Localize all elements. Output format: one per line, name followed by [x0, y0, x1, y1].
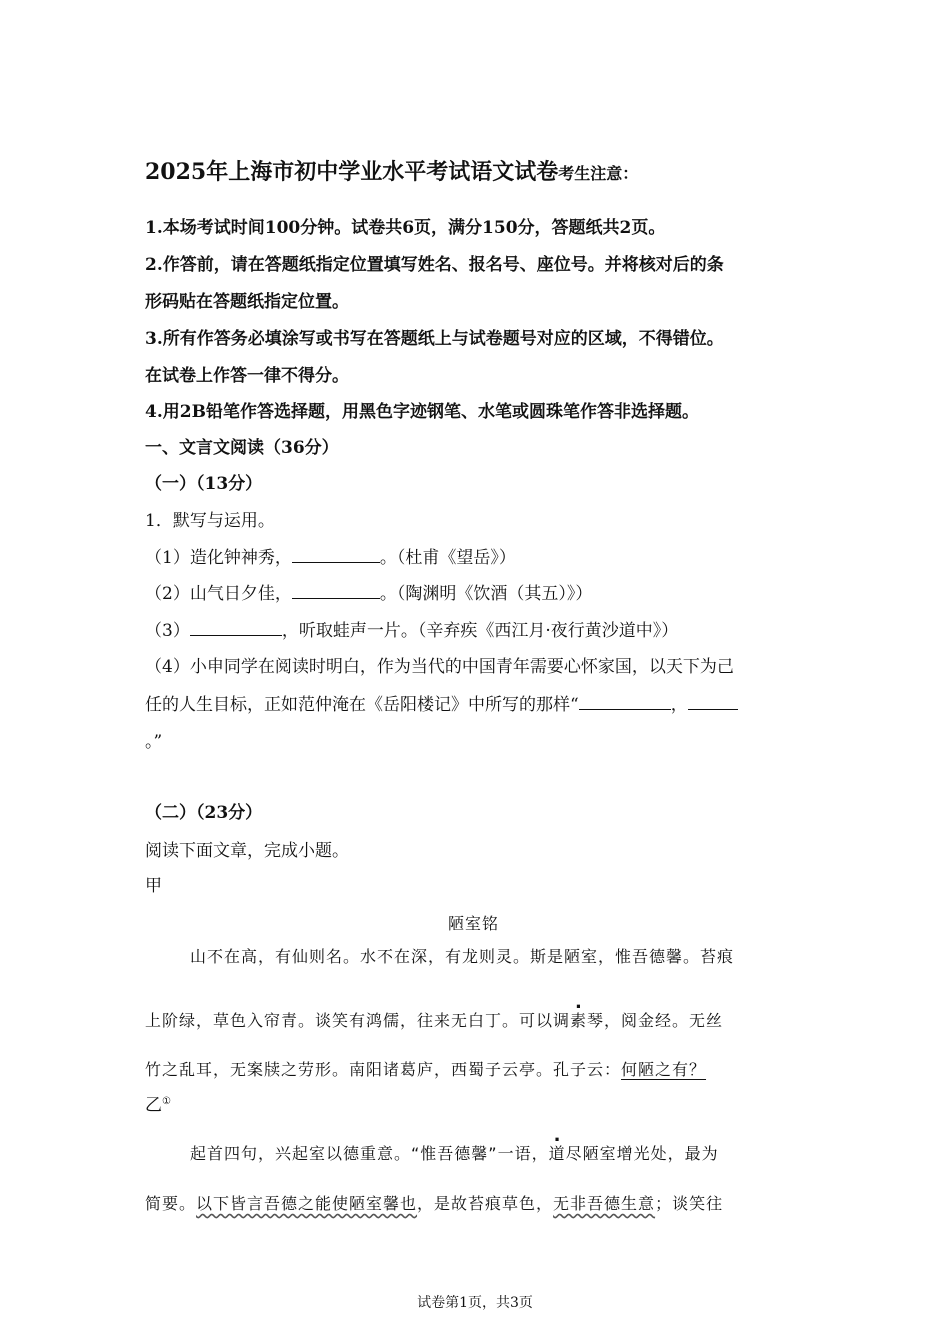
note-3: 3.所有作答务必填涂写或书写在答题纸上与试卷题号对应的区域，不得错位。 [145, 329, 724, 349]
question-1-2: （2）山气日夕佳， 。（陶渊明《饮酒（其五）》） [145, 581, 592, 606]
text-a-label: 甲 [145, 876, 162, 896]
note-3-cont: 在试卷上作答一律不得分。 [145, 366, 349, 386]
question-stem: 1．默写与运用。 [145, 511, 275, 531]
passage-title: 陋室铭 [448, 914, 500, 933]
answer-blank[interactable] [579, 692, 671, 710]
section-heading: 一、文言文阅读（36分） [145, 438, 339, 458]
underlined-sentence: 何陋之有？ [621, 1060, 707, 1079]
exam-title: 2025年上海市初中学业水平考试语文试卷考生注意： [145, 159, 639, 185]
part-1-heading: （一）（13分） [145, 474, 263, 494]
answer-blank[interactable] [190, 618, 282, 636]
note-2: 2.作答前，请在答题纸指定位置填写姓名、报名号、座位号。并将核对后的条 [145, 255, 724, 275]
question-1-4-end: 。” [145, 732, 163, 752]
notice-heading: 考生注意： [558, 164, 639, 183]
footnote-mark: ① [162, 1096, 171, 1107]
reading-instruction: 阅读下面文章，完成小题。 [145, 841, 349, 861]
wavy-underline: 无非吾德生意 [553, 1194, 656, 1213]
commentary-line-2: 简要。以下皆言吾德之能使陋室馨也，是故苔痕草色，无非吾德生意；谈笑往 [145, 1194, 724, 1213]
note-2-cont: 形码贴在答题纸指定位置。 [145, 292, 349, 312]
emphasis-char: 道 [548, 1144, 566, 1163]
emphasis-char: 素 [570, 1011, 588, 1030]
question-1-4-cont: 任的人生目标，正如范仲淹在《岳阳楼记》中所写的那样“ ， [145, 692, 738, 717]
commentary-line-1: 起首四句，兴起室以德重意。“惟吾德馨”一语，道尽陋室增光处，最为 [190, 1144, 719, 1163]
wavy-underline: 以下皆言吾德之能使陋室馨也 [196, 1194, 418, 1213]
text-b-label: 乙① [145, 1095, 171, 1116]
question-1-1: （1）造化钟神秀， 。（杜甫《望岳》） [145, 545, 516, 570]
note-4: 4.用2B铅笔作答选择题，用黑色字迹钢笔、水笔或圆珠笔作答非选择题。 [145, 402, 699, 422]
answer-blank[interactable] [292, 581, 380, 599]
question-1-4: （4）小申同学在阅读时明白，作为当代的中国青年需要心怀家国，以天下为己 [145, 657, 734, 677]
passage-line-2: 上阶绿，草色入帘青。谈笑有鸿儒，往来无白丁。可以调素琴，阅金经。无丝 [145, 1011, 724, 1030]
part-2-heading: （二）（23分） [145, 803, 263, 823]
page-footer: 试卷第1页，共3页 [417, 1295, 533, 1311]
question-1-3: （3） ，听取蛙声一片。（辛弃疾《西江月·夜行黄沙道中》） [145, 618, 678, 643]
answer-blank[interactable] [688, 692, 738, 710]
passage-line-3: 竹之乱耳，无案牍之劳形。南阳诸葛庐，西蜀子云亭。孔子云：何陋之有？ [145, 1060, 707, 1079]
note-1: 1.本场考试时间100分钟。试卷共6页，满分150分，答题纸共2页。 [145, 218, 666, 238]
passage-line-1: 山不在高，有仙则名。水不在深，有龙则灵。斯是陋室，惟吾德馨。苔痕 [190, 947, 735, 966]
answer-blank[interactable] [292, 545, 380, 563]
